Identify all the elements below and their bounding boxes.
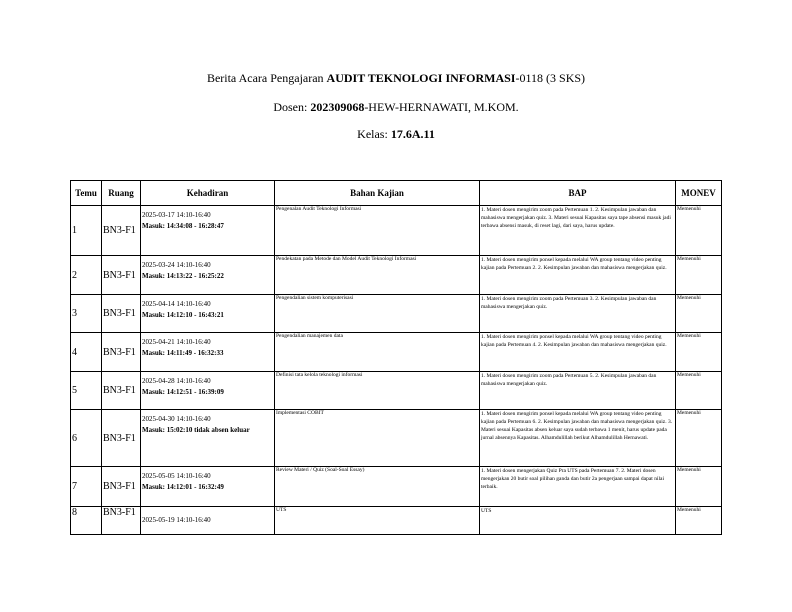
table-row — [71, 206, 722, 256]
cell-bahan-kajian: Review Materi / Quiz (Soal-Soal Essay) — [275, 467, 480, 507]
cell-kehadiran — [141, 206, 275, 256]
cell-temu: 8 — [71, 507, 102, 535]
cell-kehadiran — [141, 507, 275, 535]
header-class: Kelas: 17.6A.11 — [357, 127, 435, 141]
cell-temu: 4 — [71, 333, 102, 372]
cell-bahan-kajian: Definisi tata kelola teknologi informasi — [275, 372, 480, 410]
attendance-time: Masuk: 14:12:51 - 16:39:09 — [142, 388, 224, 396]
schedule-time: 2025-03-17 14:10-16:40 — [142, 211, 211, 219]
attendance-table — [70, 180, 722, 535]
cell-bap: 1. Materi dosen mengirim ponsel kepada melalui WA group tentang video penting kajian pada Pertemuan 4. 2. Kesimpulan jawaban dan mahasiswa mengerjakan quiz. — [480, 333, 676, 372]
cell-bap: 1. Materi dosen mengirim zoom pada Pertemuan 5. 2. Kesimpulan jawaban dan mahasiswa mengerjakan quiz. — [480, 372, 676, 410]
cell-kehadiran — [141, 372, 275, 410]
schedule-time: 2025-05-05 14:10-16:40 — [142, 472, 211, 480]
class-code: 17.6A.11 — [390, 127, 435, 141]
cell-monev: Memenuhi — [676, 410, 722, 467]
cell-ruang: BN3-F1 — [102, 333, 141, 372]
header-lecturer: Dosen: 202309068-HEW-HERNAWATI, M.KOM. — [273, 100, 519, 114]
table-row — [71, 372, 722, 410]
header-title: Berita Acara Pengajaran AUDIT TEKNOLOGI INFORMASI-0118 (3 SKS) — [206, 71, 586, 85]
cell-ruang: BN3-F1 — [102, 467, 141, 507]
cell-kehadiran — [141, 410, 275, 467]
cell-kehadiran — [141, 295, 275, 333]
col-header-bahan-kajian: Bahan Kajian — [275, 181, 480, 206]
cell-kehadiran — [141, 256, 275, 295]
cell-bahan-kajian: Pengenalan Audit Teknologi Informasi — [275, 206, 480, 256]
cell-bap: 1. Materi dosen mengirim zoom pada Pertemuan 3. 2. Kesimpulan jawaban dan mahasiswa mengerjakan quiz. — [480, 295, 676, 333]
table-row — [71, 410, 722, 467]
attendance-time: Masuk: 14:13:22 - 16:25:22 — [142, 272, 224, 280]
col-header-bap: BAP — [480, 181, 676, 206]
cell-temu: 3 — [71, 295, 102, 333]
attendance-time: Masuk: 14:12:01 - 16:32:49 — [142, 483, 224, 491]
cell-bap: 1. Materi dosen mengirim ponsel kepada melalui WA group tentang video penting kajian pada Pertemuan 6. 2. Kesimpulan jawaban dan mahasiswa mengerjakan quiz. 3. Materi sesuai Kapasitas absen keluar saya sudah terbawa 1 menit, harus update pada jurnal absennya Kapasitas. Alhamdulillah berikut Alhamdulillah Hernawati. — [480, 410, 676, 467]
cell-kehadiran — [141, 467, 275, 507]
cell-bahan-kajian: Pengendalian manajemen data — [275, 333, 480, 372]
cell-temu: 5 — [71, 372, 102, 410]
cell-bahan-kajian: Pengendalian sistem komputerisasi — [275, 295, 480, 333]
cell-bahan-kajian: Implementasi COBIT — [275, 410, 480, 467]
cell-bap: UTS — [480, 507, 676, 535]
lecturer-code: 202309068 — [310, 100, 365, 114]
cell-monev: Memenuhi — [676, 507, 722, 535]
schedule-time: 2025-04-14 14:10-16:40 — [142, 300, 211, 308]
cell-monev: Memenuhi — [676, 333, 722, 372]
schedule-time: 2025-04-21 14:10-16:40 — [142, 338, 211, 346]
table-row — [71, 507, 722, 535]
cell-bap: 1. Materi dosen mengerjakan Quiz Pra UTS pada Pertemuan 7. 2. Materi dosen mengerjakan 20 butir soal pilihan ganda dan butir 2a pengerjaan sampai dapat nilai terbaik. — [480, 467, 676, 507]
cell-monev: Memenuhi — [676, 256, 722, 295]
col-header-temu: Temu — [71, 181, 102, 206]
schedule-time: 2025-05-19 14:10-16:40 — [142, 516, 211, 524]
cell-ruang: BN3-F1 — [102, 410, 141, 467]
schedule-time: 2025-04-30 14:10-16:40 — [142, 415, 211, 423]
table-row — [71, 295, 722, 333]
col-header-kehadiran: Kehadiran — [141, 181, 275, 206]
cell-monev: Memenuhi — [676, 295, 722, 333]
table-row — [71, 256, 722, 295]
cell-monev: Memenuhi — [676, 372, 722, 410]
cell-temu: 6 — [71, 410, 102, 467]
attendance-time: Masuk: 15:02:10 tidak absen keluar — [142, 426, 250, 434]
table-row — [71, 333, 722, 372]
cell-ruang: BN3-F1 — [102, 507, 141, 535]
cell-ruang: BN3-F1 — [102, 206, 141, 256]
cell-temu: 7 — [71, 467, 102, 507]
schedule-time: 2025-03-24 14:10-16:40 — [142, 261, 211, 269]
attendance-time: Masuk: 14:11:49 - 16:32:33 — [142, 349, 224, 357]
col-header-monev: MONEV — [676, 181, 722, 206]
cell-bahan-kajian: Pendekatan pada Metode dan Model Audit Teknologi Informasi — [275, 256, 480, 295]
cell-temu: 2 — [71, 256, 102, 295]
attendance-time: Masuk: 14:12:10 - 16:43:21 — [142, 311, 224, 319]
table-row — [71, 467, 722, 507]
cell-kehadiran — [141, 333, 275, 372]
cell-ruang: BN3-F1 — [102, 372, 141, 410]
schedule-time: 2025-04-28 14:10-16:40 — [142, 377, 211, 385]
cell-monev: Memenuhi — [676, 206, 722, 256]
cell-ruang: BN3-F1 — [102, 295, 141, 333]
table-header-row — [71, 181, 722, 206]
cell-bap: 1. Materi dosen mengirim ponsel kepada melalui WA group tentang video penting kajian pada Pertemuan 2. 2. Kesimpulan jawaban dan mahasiswa mengerjakan quiz. — [480, 256, 676, 295]
attendance-time: Masuk: 14:34:08 - 16:28:47 — [142, 222, 224, 230]
col-header-ruang: Ruang — [102, 181, 141, 206]
cell-monev: Memenuhi — [676, 467, 722, 507]
course-name: AUDIT TEKNOLOGI INFORMASI — [326, 71, 516, 85]
cell-ruang: BN3-F1 — [102, 256, 141, 295]
cell-temu: 1 — [71, 206, 102, 256]
cell-bahan-kajian: UTS — [275, 507, 480, 535]
cell-bap: 1. Materi dosen mengirim zoom pada Pertemuan 1. 2. Kesimpulan jawaban dan mahasiswa mengerjakan quiz. 3. Materi sesuai Kapasitas saya tape absensi masuk jadi terbawa absensi masuk, di reset lagi, dari saya, harus update. — [480, 206, 676, 256]
